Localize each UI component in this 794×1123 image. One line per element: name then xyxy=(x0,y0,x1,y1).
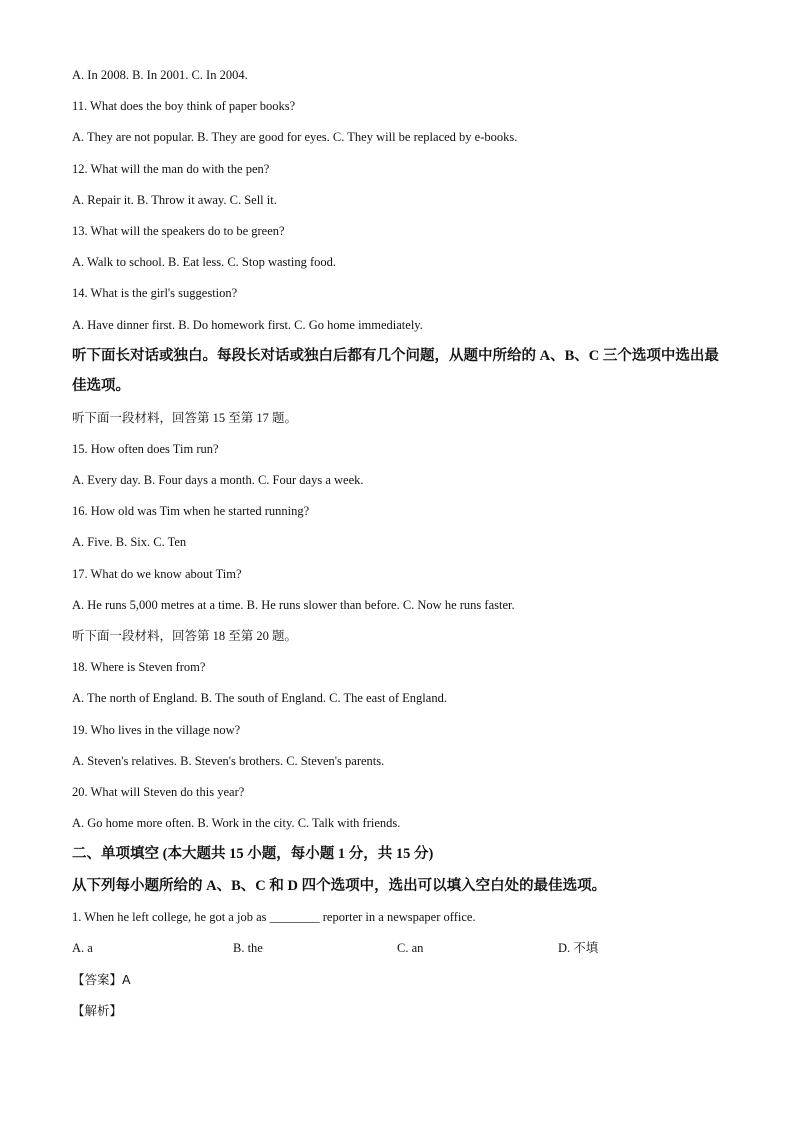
options-q19: A. Steven's relatives. B. Steven's brothers. C. Steven's parents. xyxy=(72,753,385,768)
question-18: 18. Where is Steven from? xyxy=(72,660,206,675)
options-q11: A. They are not popular. B. They are good for eyes. C. They will be replaced by e-books. xyxy=(72,130,518,145)
option-b: B. the xyxy=(233,940,263,955)
question-14: 14. What is the girl's suggestion? xyxy=(72,286,238,301)
options-q12: A. Repair it. B. Throw it away. C. Sell it. xyxy=(72,192,277,207)
question-11: 11. What does the boy think of paper books? xyxy=(72,99,296,114)
options-q16: A. Five. B. Six. C. Ten xyxy=(72,535,187,550)
question-13: 13. What will the speakers do to be green? xyxy=(72,223,285,238)
option-d: D. 不填 xyxy=(558,940,599,955)
question-19: 19. Who lives in the village now? xyxy=(72,722,241,737)
options-q20: A. Go home more often. B. Work in the city. C. Talk with friends. xyxy=(72,816,401,831)
answer-label: 【答案】A xyxy=(72,972,131,988)
options-q17: A. He runs 5,000 metres at a time. B. He runs slower than before. C. Now he runs faster. xyxy=(72,597,515,612)
fill-blank-options-1 xyxy=(72,933,732,964)
material-instruction-15-17: 听下面一段材料，回答第 15 至第 17 题。 xyxy=(72,410,298,425)
option-c: C. an xyxy=(397,940,424,955)
analysis-label: 【解析】 xyxy=(72,1003,123,1019)
option-a: A. a xyxy=(72,940,93,955)
options-q13: A. Walk to school. B. Eat less. C. Stop wasting food. xyxy=(72,255,337,270)
section-heading-2: 二、单项填空 (本大题共 15 小题，每小题 1 分，共 15 分) xyxy=(72,846,434,863)
section-instruction-fill-blank: 从下列每小题所给的 A、B、C 和 D 四个选项中，选出可以填入空白处的最佳选项。 xyxy=(72,877,607,894)
question-15: 15. How often does Tim run? xyxy=(72,441,219,456)
options-q18: A. The north of England. B. The south of England. C. The east of England. xyxy=(72,691,447,706)
question-17: 17. What do we know about Tim? xyxy=(72,566,242,581)
options-q10: A. In 2008. B. In 2001. C. In 2004. xyxy=(72,68,248,82)
material-instruction-18-20: 听下面一段材料，回答第 18 至第 20 题。 xyxy=(72,629,298,643)
fill-blank-question-1: 1. When he left college, he got a job as ________ reporter in a newspaper office. xyxy=(72,909,476,924)
question-12: 12. What will the man do with the pen? xyxy=(72,161,270,176)
document-page xyxy=(72,60,732,1026)
options-q15: A. Every day. B. Four days a month. C. Four days a week. xyxy=(72,473,364,488)
question-16: 16. How old was Tim when he started running? xyxy=(72,504,310,519)
question-20: 20. What will Steven do this year? xyxy=(72,784,245,799)
section-instruction-long-dialogue: 听下面长对话或独白。每段长对话或独白后都有几个问题，从题中所给的 A、B、C 三个选项中选出最佳选项。 xyxy=(72,347,719,394)
options-q14: A. Have dinner first. B. Do homework first. C. Go home immediately. xyxy=(72,317,423,332)
